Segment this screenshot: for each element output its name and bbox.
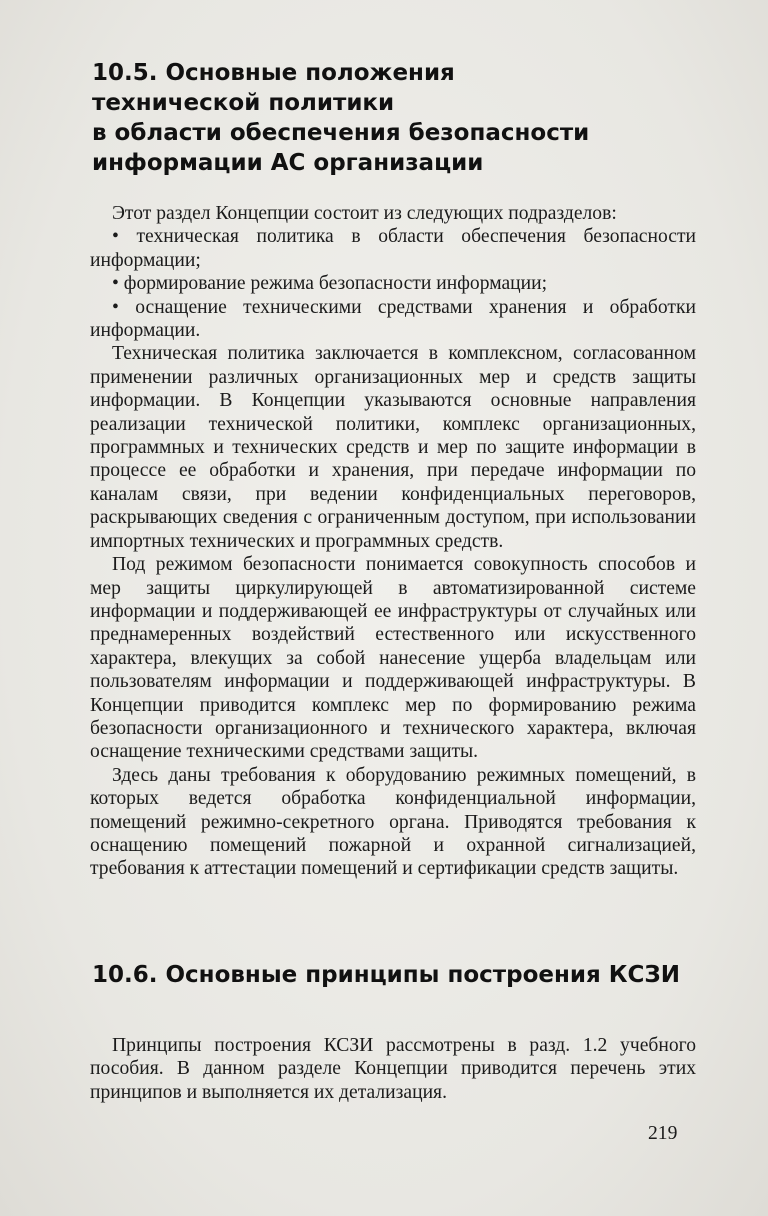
paragraph: Принципы построения КСЗИ рассмотрены в разд. 1.2 учебного пособия. В данном разделе Концепции приводится перечень этих принципов и выполняется их детализация. xyxy=(90,1035,696,1103)
section-10-6-body xyxy=(90,1034,696,1104)
section-10-6-title: 10.6. Основные принципы построения КСЗИ xyxy=(92,962,681,988)
paragraph: Техническая политика заключается в комплексном, согласованном применении различных организационных мер и средств защиты информации. В Концепции указываются основные направления реализации технической политики, комплекс организационных, программных и технических средств и мер по защите информации в процессе ее обработки и хранения, при передаче информации по каналам связи, при ведении конфиденциальных переговоров, раскрывающих сведения с ограниченным доступом, при использовании импортных технических и программных средств. xyxy=(90,343,696,552)
title-line: информации АС организации xyxy=(92,150,484,176)
paragraph: Под режимом безопасности понимается совокупность способов и мер защиты циркулирующей в автоматизированной системе информации и поддерживающей ее инфраструктуры от случайных или преднамеренных воздействий естественного или искусственного характера, влекущих за собой нанесение ущерба владельцам или пользователям информации и поддерживающей инфраструктуры. В Концепции приводится комплекс мер по формированию режима безопасности организационного и технического характера, включая оснащение техническими средствами защиты. xyxy=(90,554,696,763)
title-line: в области обеспечения безопасности xyxy=(92,120,590,146)
title-line: 10.5. Основные положения xyxy=(92,60,455,86)
section-10-5-body xyxy=(90,202,696,881)
list-item: • формирование режима безопасности информации; xyxy=(112,273,548,295)
section-10-5-title xyxy=(92,58,692,178)
list-item: • оснащение техническими средствами хранения и обработки информации. xyxy=(90,296,696,342)
page-number: 219 xyxy=(648,1123,678,1144)
intro-paragraph: Этот раздел Концепции состоит из следующих подразделов: xyxy=(112,203,617,224)
paragraph: Здесь даны требования к оборудованию режимных помещений, в которых ведется обработка конфиденциальной информации, помещений режимно-секретного органа. Приводятся требования к оснащению помещений пожарной и охранной сигнализацией, требования к аттестации помещений и сертификации средств защиты. xyxy=(90,764,696,880)
list-item: • техническая политика в области обеспечения безопасности информации; xyxy=(90,226,696,271)
title-line: технической политики xyxy=(92,90,395,116)
